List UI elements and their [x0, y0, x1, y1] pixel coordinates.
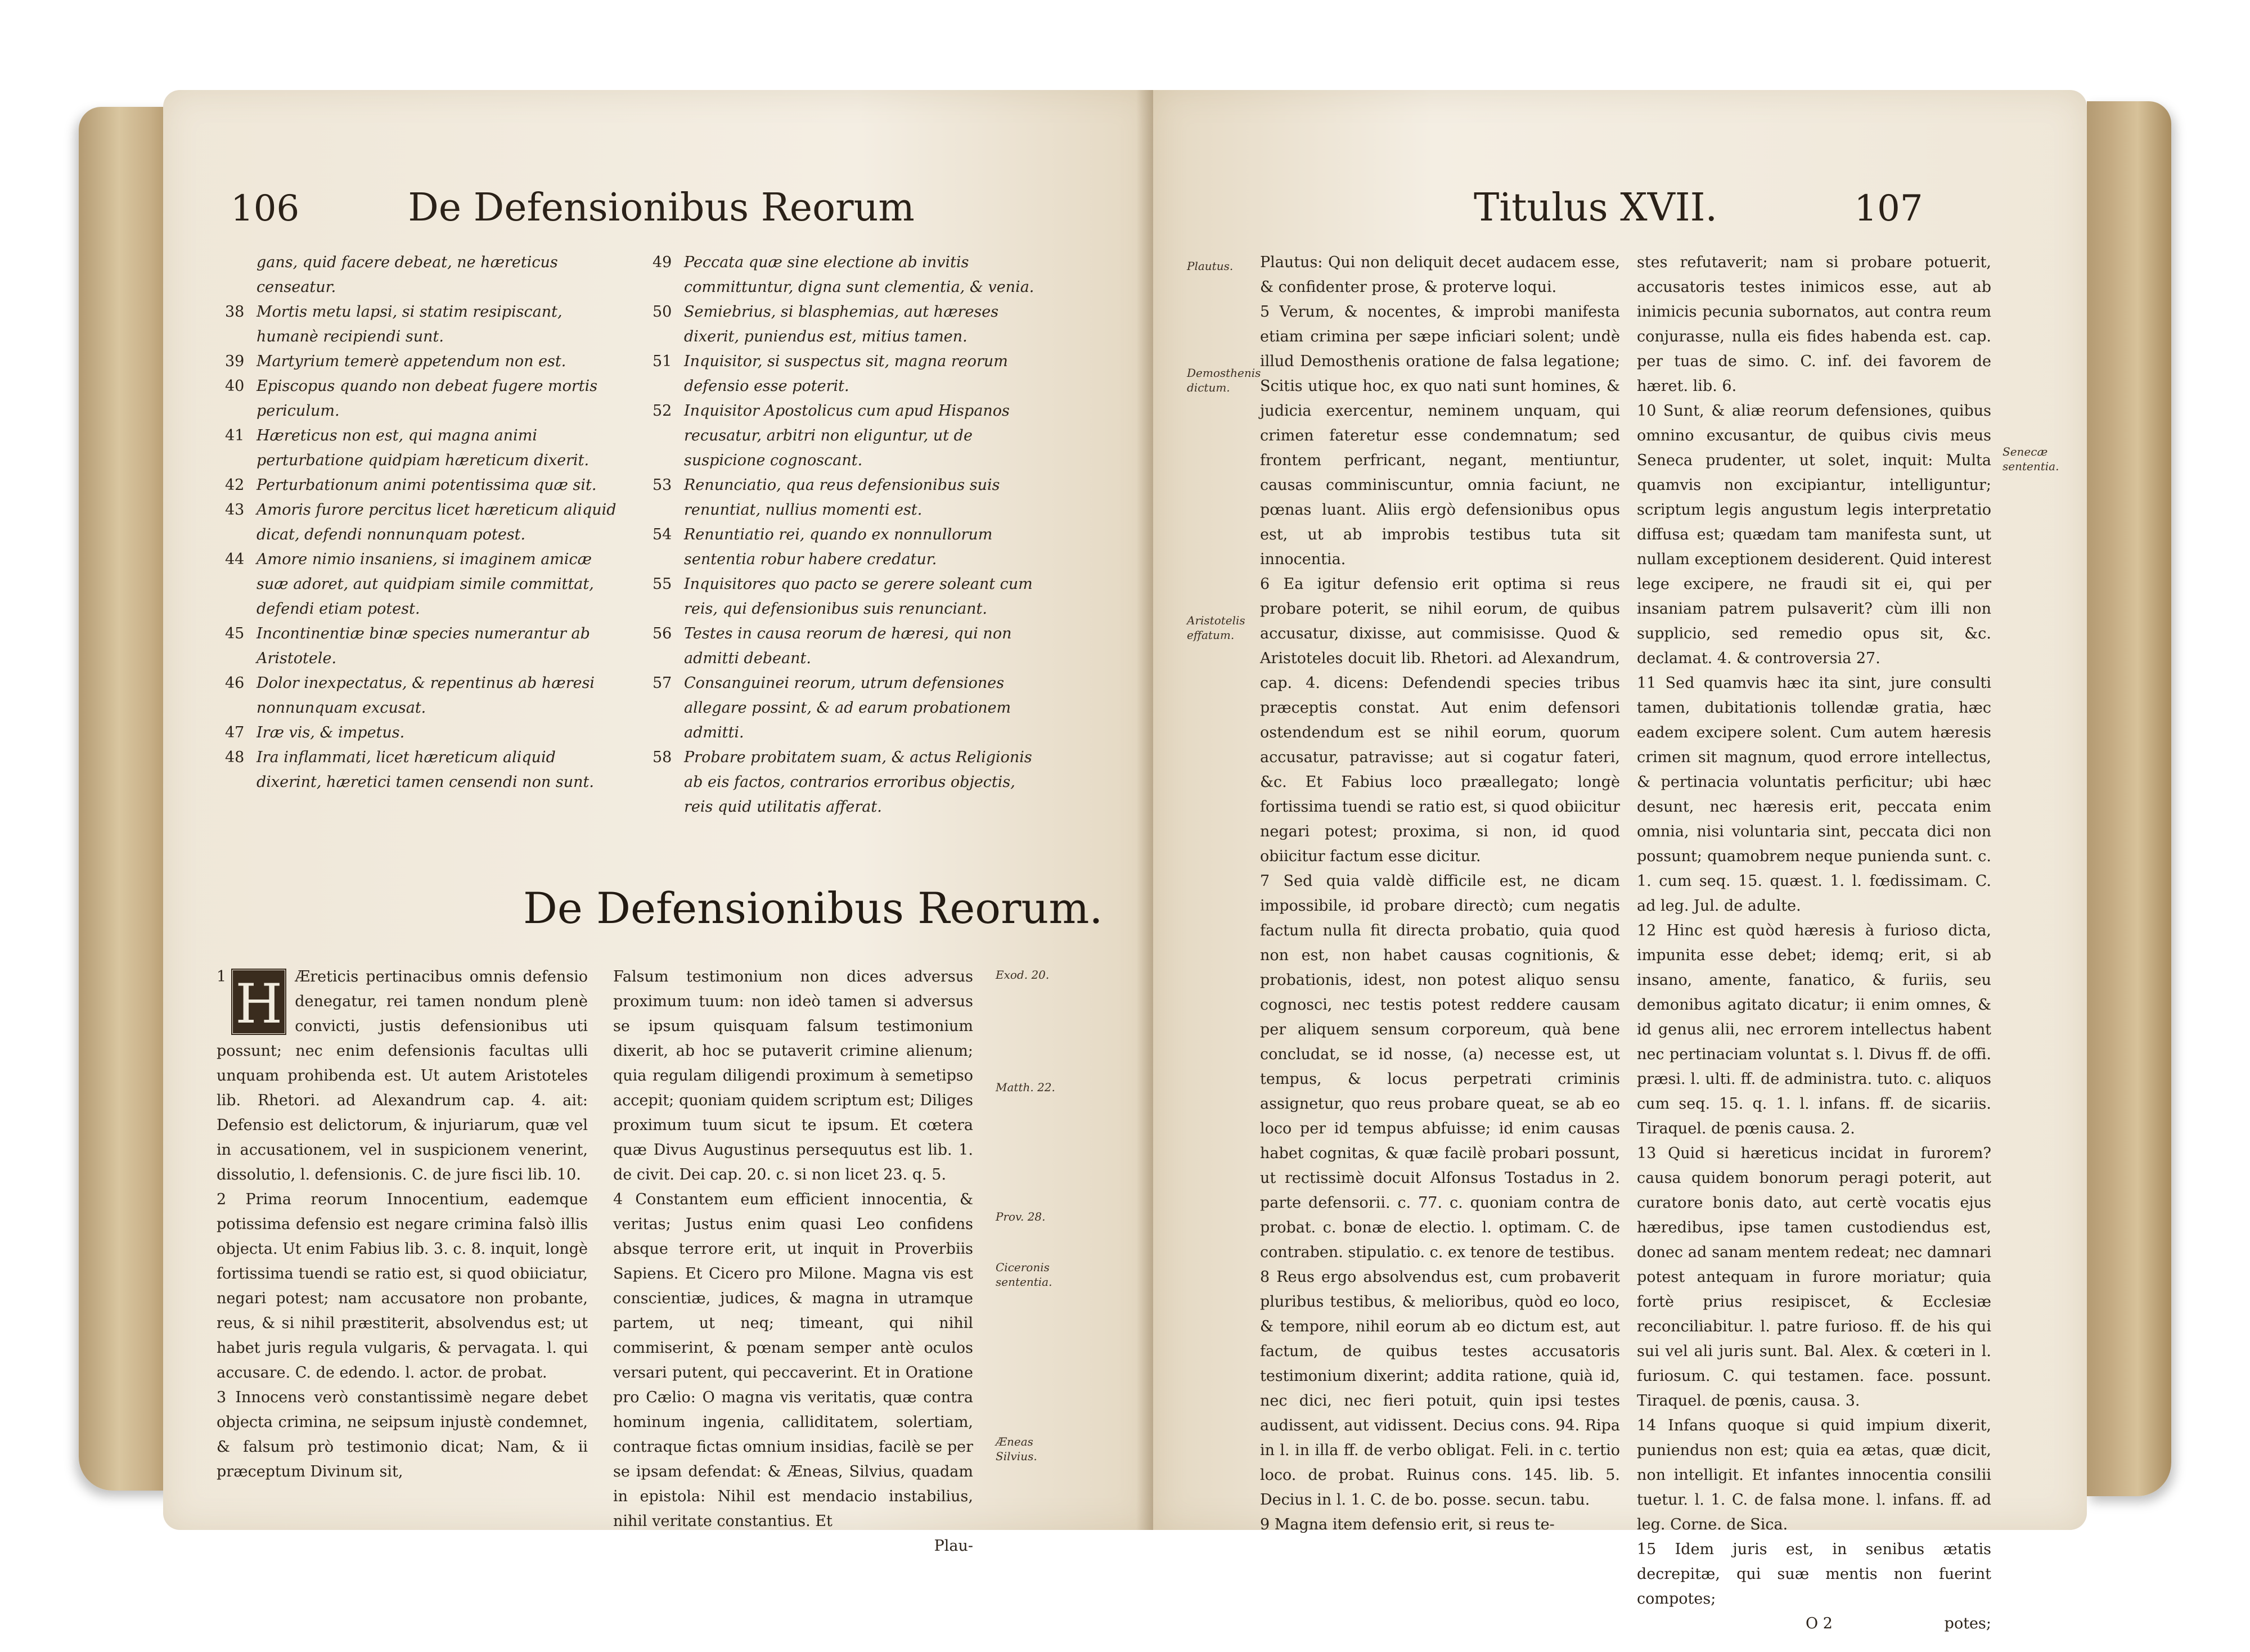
- right-paragraph-10: 10 Sunt, & aliæ reorum defensiones, quibus omnino excusantur, de quibus civis meus Seneca prudenter, ut solet, inquit: Multa quamvis non excipiantur, intelliguntur; scriptum legis angustum legis interpretatio diffusa est; quædam tam manifesta sunt, ut nullam exceptionem desiderent. Quid interest lege excipere, ne fraudi sit ei, qui per insaniam patrem pulsaverit? cùm illi non supplicio, sed remedio opus sit, &c. declamat. 4. & controversia 27.: [1637, 402, 1991, 667]
- body-paragraph-3: 3 Innocens verò constantissimè negare debet objecta crimina, ne seipsum injustè condemnet, & falsum prò testimonio dicat; Nam, & ii præceptum Divinum sit,: [217, 1389, 588, 1480]
- body-paragraph-cont: Falsum testimonium non dices adversus proximum tuum: non ideò tamen si adversus se ipsum quisquam falsum testimonium dixerit, ab hoc se putaverit crimine alienum; quia regulam diligendi proximum à semetipso accepit; quoniam quidem scriptum est; Diliges proximum tuum sicut te ipsum. Et cœtera quæ Divus Augustinus persequutus est lib. 1. de civit. Dei cap. 20. c. si non licet 23. q. 5.: [613, 968, 973, 1183]
- right-paragraph-5: 5 Verum, & nocentes, & improbi manifesta etiam crimina per sæpe inficiari solent; undè illud Demosthenis oratione de falsa legatione; Scitis utique hoc, ex quo nati sunt homines, & judicia exercentur, neminem unquam, qui crimen fateretur esse condemnatum; sed frontem perfricant, negant, mentiuntur, causas comminiscuntur, omnia faciunt, ne pœnas luant. Aliis ergò defensionibus opus est, ut ab improbis testibus tuta sit innocentia.: [1260, 303, 1620, 568]
- right-column-1: [1260, 250, 1620, 1537]
- toc-entry-number: 44: [225, 551, 245, 568]
- toc-entry-number: 56: [652, 625, 672, 642]
- toc-entry-number: 40: [225, 377, 245, 395]
- toc-entry: [652, 473, 1035, 523]
- toc-entry-number: 51: [652, 353, 672, 370]
- body-column-1: [217, 965, 588, 1484]
- toc-entry-number: 46: [225, 674, 245, 692]
- toc-column-1: [225, 250, 619, 795]
- toc-entry-number: 49: [652, 254, 672, 271]
- toc-entry: [652, 399, 1035, 473]
- right-paragraph-14: 14 Infans quoque si quid impium dixerit, puniendus non est; quia ea ætas, quæ dicit, non intelligit. Et infantes innocentia consilii tuetur. l. 1. C. de falsa mone. l. infans. ff. ad leg. Corne. de Sica.: [1637, 1417, 1991, 1533]
- toc-entry: [225, 671, 619, 721]
- toc-entry-text: Inquisitor Apostolicus cum apud Hispanos recusatur, arbitri non eliguntur, ut de suspicione cognoscant.: [684, 402, 1010, 469]
- right-running-head: [1474, 186, 1923, 230]
- toc-entry: [652, 523, 1035, 572]
- toc-entry: [225, 622, 619, 671]
- right-column-2: [1637, 250, 1991, 1636]
- toc-entry-number: 42: [225, 476, 245, 494]
- right-page: [1153, 90, 2087, 1632]
- toc-entry-number: 55: [652, 575, 672, 593]
- right-page-number: 107: [1854, 188, 1923, 229]
- toc-entry: [652, 572, 1035, 622]
- page-footer: [1637, 1612, 1991, 1636]
- toc-entry: [652, 250, 1035, 300]
- open-book: [79, 67, 2171, 1632]
- toc-entry-text: Amore nimio insaniens, si imaginem amicæ suæ adoret, aut quidpiam simile committat, defendi etiam potest.: [256, 551, 594, 618]
- toc-entry: [225, 250, 619, 300]
- toc-entry-text: Amoris furore percitus licet hæreticum aliquid dicat, defendi nonnunquam potest.: [256, 501, 616, 543]
- body-column-2: [613, 965, 973, 1559]
- page-edges-right: [2087, 101, 2171, 1496]
- toc-entry-number: 43: [225, 501, 245, 519]
- toc-entry: [652, 622, 1035, 671]
- toc-entry-text: Iræ vis, & impetus.: [256, 724, 405, 741]
- margin-note: Aristotelis effatum.: [1187, 614, 1245, 642]
- right-paragraph-15: 15 Idem juris est, in senibus ætatis decrepitæ, qui suæ mentis non fuerint compotes;: [1637, 1541, 1991, 1608]
- toc-entry-text: Renuntiatio rei, quando ex nonnullorum sententia robur habere credatur.: [684, 526, 993, 568]
- toc-entry-number: 38: [225, 303, 245, 321]
- right-paragraph-11: 11 Sed quamvis hæc ita sint, jure consulti tamen, dubitationis tollendæ gratia, hæc eadem excipere solent. Cum autem hæresis crimen sit magnum, quod errore intellectus, & pertinacia voluntatis perficitur; ubi hæc desunt, nec hæresis erit, peccata enim omnia, nisi voluntaria sint, peccata dici non possunt; quamobrem neque punienda sunt. c. 1. cum seq. 15. quæst. 1. l. fœdissimam. C. ad leg. Jul. de adulte.: [1637, 674, 1991, 915]
- body-paragraph-2: 2 Prima reorum Innocentium, eademque potissima defensio est negare crimina falsò illis objecta. Ut enim Fabius lib. 3. c. 8. inquit, longè fortissima tuendi se ratio est, si quod obiiciatur, negari potest; nam accusatore non probante, reus, & si nihil præstiterit, absolvendus est; ut habet juris regula vulgaris, & pervagata. l. qui accusare. C. de edendo. l. actor. de probat.: [217, 1191, 588, 1381]
- margin-note: Matth. 22.: [996, 1081, 1055, 1094]
- body-paragraph-1: Æreticis pertinacibus omnis defensio denegatur, rei tamen nondum plenè convicti, justis defensionibus uti possunt; nec enim defensionis facultas ulli unquam prohibenda est. Ut autem Aristoteles lib. Rhetori. ad Alexandrum cap. 4. ait: Defensio est delictorum, & injuriarum, quæ vel in accusationem, vel in suspicionem venerint, dissolutio, l. defensionis. C. de jure fisci lib. 10.: [217, 968, 588, 1183]
- toc-entry-text: Renunciatio, qua reus defensionibus suis renuntiat, nullius momenti est.: [684, 476, 1000, 519]
- toc-entry: [225, 547, 619, 622]
- toc-entry-number: 48: [225, 749, 245, 766]
- toc-entry-text: Semiebrius, si blasphemias, aut hæreses dixerit, puniendus est, mitius tamen.: [684, 303, 999, 345]
- paragraph-number: 1: [217, 968, 227, 985]
- toc-entry-number: 45: [225, 625, 245, 642]
- toc-column-2: [652, 250, 1035, 820]
- left-page: [163, 90, 1153, 1555]
- toc-entry-text: Probare probitatem suam, & actus Religionis ab eis factos, contrarios erroribus objectis, reis quid utilitatis afferat.: [684, 749, 1032, 816]
- toc-entry-text: Dolor inexpectatus, & repentinus ab hæresi nonnunquam excusat.: [256, 674, 595, 717]
- margin-note: Senecæ sententia.: [2002, 445, 2059, 473]
- catchword: potes;: [1944, 1615, 1991, 1632]
- toc-entry-text: Perturbationum animi potentissima quæ sit.: [256, 476, 597, 494]
- right-paragraph-6: 6 Ea igitur defensio erit optima si reus probare poterit, se nihil eorum, de quibus accusatur, dixisse, aut commisisse. Quod & Aristoteles docuit lib. Rhetori. ad Alexandrum, cap. 4. dicens: Defendendi species tribus præceptis constat. Aut enim defensori ostendendum est se nihil eorum, quorum accusatur, patravisse; aut si cogatur fateri, &c. Et Fabius loco præallegato; longè fortissima tuendi se ratio est, si quod obiicitur negari potest; proxima, si non, id quod obiicitur factum esse dicitur.: [1260, 575, 1620, 865]
- toc-entry-text: Mortis metu lapsi, si statim resipiscant, humanè recipiendi sunt.: [256, 303, 562, 345]
- left-running-head: [231, 186, 915, 230]
- margin-note: Æneas Silvius.: [996, 1435, 1037, 1463]
- toc-entry-text: Peccata quæ sine electione ab invitis committuntur, digna sunt clementia, & venia.: [684, 254, 1034, 296]
- toc-entry: [225, 424, 619, 473]
- toc-entry-number: 47: [225, 724, 245, 741]
- toc-entry: [225, 498, 619, 547]
- toc-entry-number: 57: [652, 674, 672, 692]
- margin-note: Ciceronis sententia.: [996, 1261, 1052, 1289]
- right-paragraph: Plautus: Qui non deliquit decet audacem esse, & confidenter prose, & proterve loqui.: [1260, 254, 1620, 296]
- margin-note: Exod. 20.: [996, 968, 1050, 982]
- toc-entry: [225, 473, 619, 498]
- toc-entry-text: Martyrium temerè appetendum non est.: [256, 353, 566, 370]
- right-paragraph: stes refutaverit; nam si probare potuerit, accusatoris testes inimicos esse, aut ab inimicis pecunia subornatos, aut contra reum conjurasse, nulla eis fides habenda est. cap. per tuas de simo. C. inf. dei favorem de hæret. lib. 6.: [1637, 254, 1991, 395]
- toc-entry-text: gans, quid facere debeat, ne hæreticus censeatur.: [256, 254, 558, 296]
- toc-entry: [652, 745, 1035, 820]
- toc-entry-number: 54: [652, 526, 672, 543]
- margin-note: Plautus.: [1187, 259, 1234, 273]
- right-paragraph-9: 9 Magna item defensio erit, si reus te-: [1260, 1516, 1555, 1533]
- toc-entry: [225, 721, 619, 745]
- right-title: Titulus XVII.: [1474, 186, 1718, 230]
- signature-mark: O 2: [1806, 1615, 1833, 1632]
- toc-entry-number: 41: [225, 427, 245, 444]
- toc-entry: [652, 671, 1035, 745]
- toc-entry-number: 39: [225, 353, 245, 370]
- left-page-number: 106: [231, 188, 300, 229]
- right-paragraph-12: 12 Hinc est quòd hæresis à furioso dicta, impunita esse debet; idemq; erit, si ab insano, amente, fanatico, & furiis, seu demonibus agitato dicatur; ii enim omnes, & id genus alii, nec errorem intellectus habent nec pertinaciam voluntat s. l. Divus ff. de offi. præsi. l. ulti. ff. de administra. tuto. c. aliquos cum seq. 15. q. 1. l. infans. ff. de sicariis. Tiraquel. de pœnis causa. 2.: [1637, 922, 1991, 1137]
- left-title: De Defensionibus Reorum: [408, 186, 915, 230]
- toc-entry: [225, 745, 619, 795]
- catchword: Plau-: [934, 1537, 973, 1555]
- toc-entry-number: 52: [652, 402, 672, 420]
- toc-entry: [652, 349, 1035, 399]
- right-paragraph-7: 7 Sed quia valdè difficile est, ne dicam impossibile, id probare directò; cum negatis factum nulla fit directa probatio, quia quod non est, non habet causas cognitionis, & probationis, idest, non potest aliquo sensu cognosci, nec testis potest reddere causam per aliquem sensum corporeum, quà bene concludat, se id nosse, (a) necesse est, ut tempus, & locus perpetrati criminis assignetur, quo reus probare queat, se ab eo loco per id tempus abfuisse; id enim causas habet cognitas, & quæ facilè probari possunt, ut rectissimè docuit Alfonsus Tostadus in 2. parte defensorii. c. 77. c. quoniam contra de probat. c. bonæ de electio. l. optimam. C. de contraben. stipulatio. c. ex tenore de testibus.: [1260, 872, 1620, 1261]
- toc-entry-text: Inquisitor, si suspectus sit, magna reorum defensio esse poterit.: [684, 353, 1008, 395]
- toc-entry: [225, 300, 619, 349]
- margin-note: Demosthenis dictum.: [1187, 366, 1261, 394]
- toc-entry-text: Hæreticus non est, qui magna animi perturbatione quidpiam hæreticum dixerit.: [256, 427, 590, 469]
- toc-entry-text: Inquisitores quo pacto se gerere soleant cum reis, qui defensionibus suis renunciant.: [684, 575, 1033, 618]
- toc-entry: [652, 300, 1035, 349]
- toc-entry-text: Ira inflammati, licet hæreticum aliquid dixerint, hæretici tamen censendi non sunt.: [256, 749, 594, 791]
- right-paragraph-8: 8 Reus ergo absolvendus est, cum probaverit pluribus testibus, & melioribus, quòd eo loco, & tempore, nihil eorum ab eo dictum est, aut factum, de quibus testes accusatoris testimonium dixerint; addita ratione, quià id, nec dici, nec fieri potuit, quin ipsi testes audissent, aut vidissent. Decius cons. 94. Ripa in l. in illa ff. de verbo obligat. Feli. in c. tertio loco. de probat. Ruinus cons. 145. lib. 5. Decius in l. 1. C. de bo. posse. secun. tabu.: [1260, 1268, 1620, 1509]
- section-title: De Defensionibus Reorum.: [523, 883, 1103, 933]
- toc-entry-number: 50: [652, 303, 672, 321]
- body-paragraph-4: 4 Constantem eum efficient innocentia, & veritas; Justus enim quasi Leo confidens absque terrore erit, ut inquit in Proverbiis Sapiens. Et Cicero pro Milone. Magna vis est conscientiæ, judices, & magna in utramque partem, ut neq; timeant, qui nihil commiserint, & pœnam semper antè oculos versari putent, qui peccaverint. Et in Oratione pro Cælio: O magna vis veritatis, quæ contra hominum ingenia, calliditatem, solertiam, contraque fictas omnium insidias, facilè se per se ipsam defendat: & Æneas, Silvius, quadam in epistola: Nihil est mendacio instabilius, nihil veritate constantius. Et: [613, 1191, 973, 1530]
- toc-entry: [225, 374, 619, 424]
- toc-entry-number: [225, 250, 256, 300]
- margin-note: Prov. 28.: [996, 1210, 1046, 1223]
- toc-entry-text: Testes in causa reorum de hæresi, qui non admitti debeant.: [684, 625, 1012, 667]
- decorated-initial: H: [231, 968, 287, 1036]
- toc-entry-text: Consanguinei reorum, utrum defensiones allegare possint, & ad earum probationem admitti.: [684, 674, 1011, 741]
- right-paragraph-13: 13 Quid si hæreticus incidat in furorem? causa quidem bonorum peragi poterit, aut curatore bonis dato, aut certè vocatis ejus hæredibus, ipse tamen custodiendus est, donec ad sanam mentem redeat; nec damnari potest antequam in furore moriatur; quia fortè prius resipiscet, & Ecclesiæ reconciliabitur. l. patre furioso. ff. de his qui sui vel ali juris sunt. Bal. Alex. & cœteri in l. furiosum. C. qui testamen. face. possunt. Tiraquel. de pœnis, causa. 3.: [1637, 1145, 1991, 1410]
- toc-entry-text: Incontinentiæ binæ species numerantur ab Aristotele.: [256, 625, 590, 667]
- toc-entry: [225, 349, 619, 374]
- toc-entry-text: Episcopus quando non debeat fugere mortis periculum.: [256, 377, 598, 420]
- toc-entry-number: 58: [652, 749, 672, 766]
- toc-entry-number: 53: [652, 476, 672, 494]
